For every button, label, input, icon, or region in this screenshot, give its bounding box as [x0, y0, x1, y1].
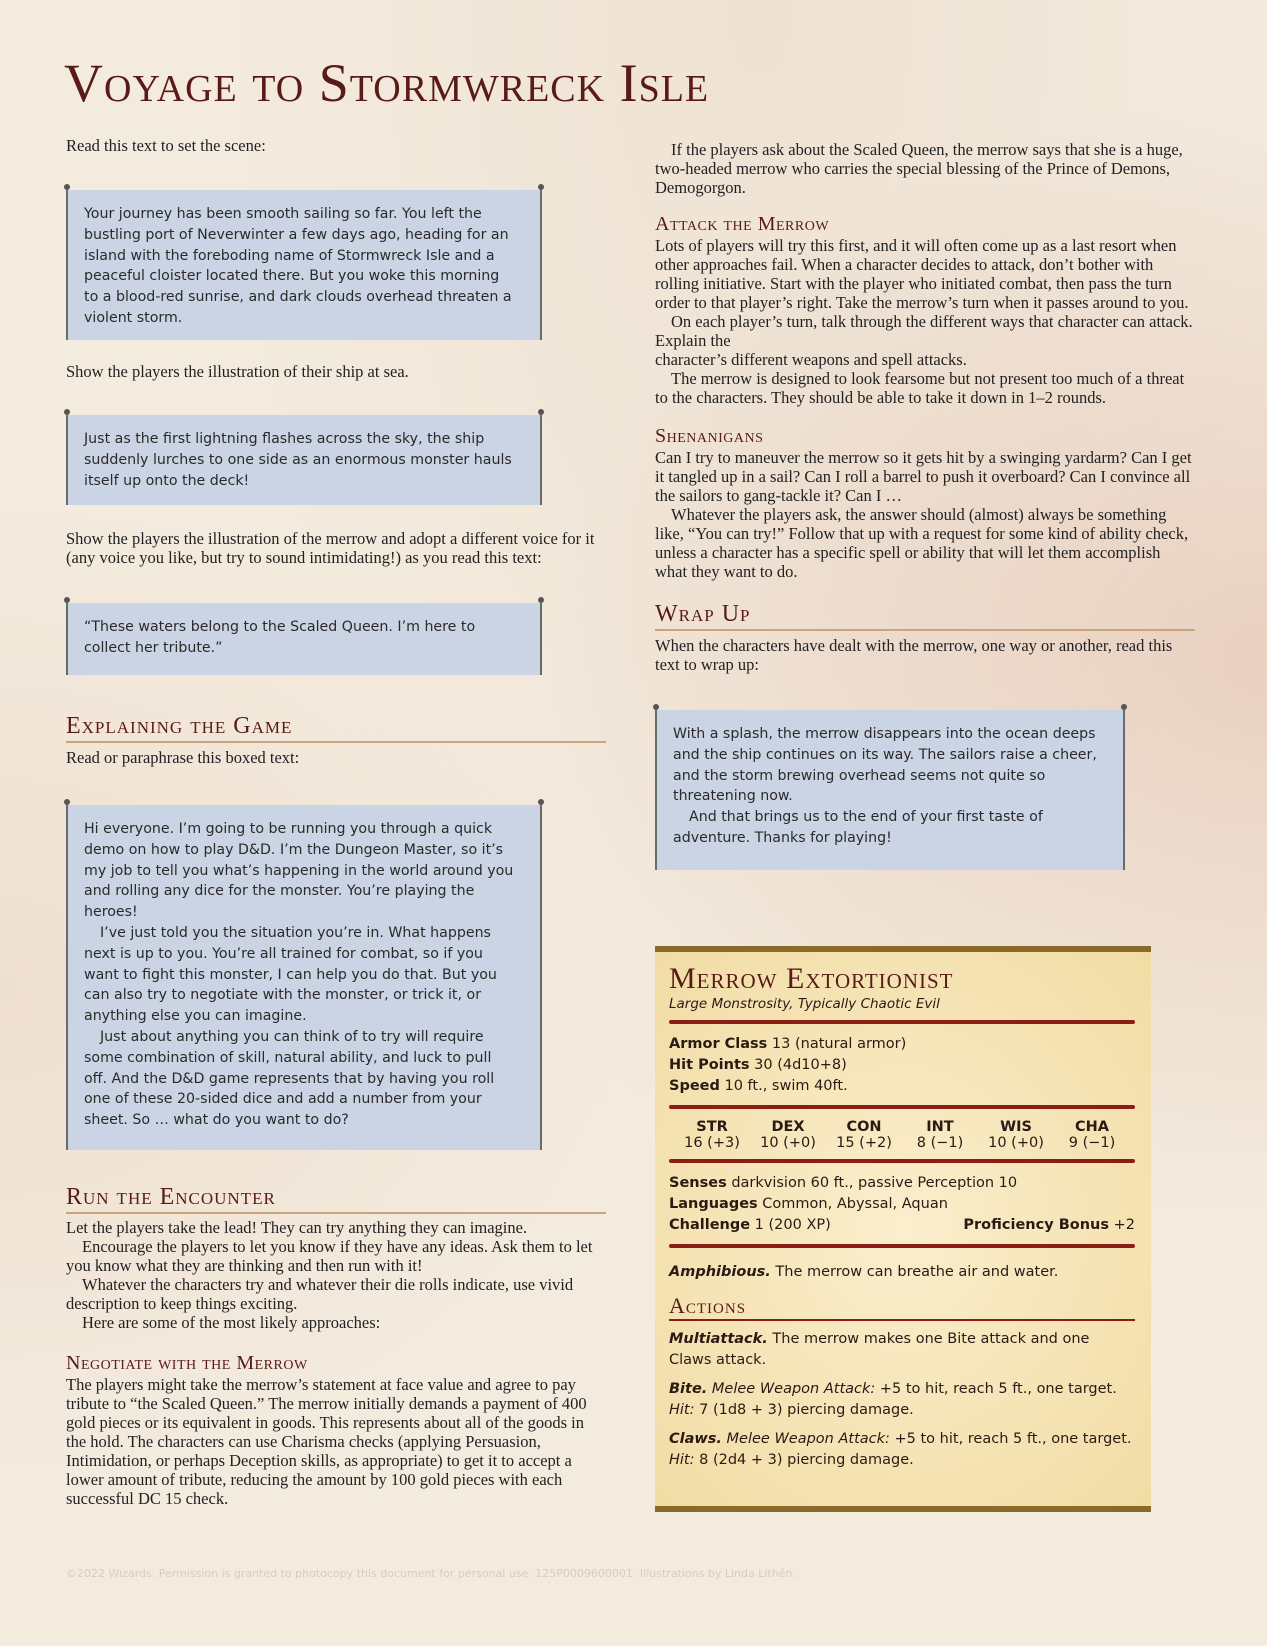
body-text: Lots of players will try this first, and it will often come up as a last resort when other approaches fail. When a character decides to attack, don’t bother with rolling initiative. Start with the player who initiated combat, then pass the turn order to that player’s right. Take the merrow’s turn when it passes around to you. — [655, 236, 1189, 312]
copyright-footer: ©2022 Wizards. Permission is granted to photocopy this document for personal use. 125P0009600001. Illustrations by Linda Lithén. — [66, 1567, 796, 1580]
intro-text: When the characters have dealt with the merrow, one way or another, read this text to wrap up: — [655, 636, 1173, 674]
ability-con: CON 15 (+2) — [836, 1119, 892, 1151]
actions-heading: Actions — [669, 1293, 1135, 1321]
divider — [669, 1159, 1135, 1163]
stat-block — [655, 946, 1151, 1512]
senses: Senses darkvision 60 ft., passive Perception 10 — [669, 1175, 1018, 1191]
boxed-text: And that brings us to the end of your first taste of adventure. Thanks for playing! — [673, 809, 1043, 846]
ability-int: INT 8 (−1) — [916, 1119, 964, 1151]
body-text: The merrow is designed to look fearsome but not present too much of a threat to the characters. They should be able to take it down in 1–2 rounds. — [655, 369, 1185, 407]
boxed-text: Just about anything you can think of to try will require some combination of skill, natural ability, and luck to pull off. And the D&D game represents that by having you roll one of these 20-sided dice and add a number from your sheet. So … what do you want to do? — [84, 1028, 495, 1129]
action-bite: Bite. Melee Weapon Attack: +5 to hit, reach 5 ft., one target. Hit: 7 (1d8 + 3) piercing damage. — [669, 1381, 1117, 1418]
ability-str: STR 16 (+3) — [684, 1119, 740, 1151]
subheading-attack: Attack the Merrow — [655, 213, 830, 235]
ability-cha: CHA 9 (−1) — [1068, 1119, 1116, 1151]
challenge-row — [669, 1215, 1135, 1236]
body-text: Let the players take the lead! They can try anything they can imagine. — [66, 1218, 528, 1237]
read-aloud-box — [66, 190, 542, 340]
body-text: If the players ask about the Scaled Queen, the merrow says that she is a huge, two-headed merrow who carries the special blessing of the Prince of Demons, Demogorgon. — [655, 140, 1183, 197]
boxed-text: “These waters belong to the Scaled Queen. I’m here to collect her tribute.” — [84, 619, 476, 656]
body-text: Whatever the characters try and whatever their die rolls indicate, use vivid description to keep things exciting. — [66, 1275, 574, 1313]
read-aloud-box — [66, 805, 542, 1150]
proficiency-bonus: Proficiency Bonus +2 — [963, 1217, 1135, 1233]
action-claws: Claws. Melee Weapon Attack: +5 to hit, reach 5 ft., one target. Hit: 8 (2d4 + 3) piercing damage. — [669, 1431, 1132, 1468]
section-heading-wrap-up: Wrap Up — [655, 601, 1195, 631]
subheading-shenanigans: Shenanigans — [655, 425, 764, 447]
intro-text: Show the players the illustration of the merrow and adopt a different voice for it (any voice you like, but try to sound intimidating!) as you read this text: — [66, 529, 595, 567]
monster-type: Large Monstrosity, Typically Chaotic Evil — [669, 996, 940, 1012]
boxed-text: Hi everyone. I’m going to be running you through a quick demo on how to play D&D. I’m the Dungeon Master, so it’s my job to tell you what’s happening in the world around you and rolling any dice for the monster. You’re playing the heroes! — [84, 821, 514, 921]
body-text: Encourage the players to let you know if they have any ideas. Ask them to let you know what they are thinking and then run with it! — [66, 1237, 593, 1275]
section-heading-run: Run the Encounter — [66, 1184, 606, 1214]
read-aloud-box — [66, 415, 542, 505]
divider — [669, 1244, 1135, 1248]
body-text: On each player’s turn, talk through the different ways that character can attack. Explain the — [655, 312, 1193, 350]
armor-class: Armor Class 13 (natural armor) — [669, 1036, 907, 1052]
monster-name: Merrow Extortionist — [669, 962, 954, 995]
ability-scores — [669, 1119, 1135, 1151]
read-aloud-box — [655, 710, 1125, 870]
boxed-text: With a splash, the merrow disappears into the ocean deeps and the ship continues on its way. The sailors raise a cheer, and the storm brewing overhead seems not quite so threatening now. — [673, 726, 1097, 805]
trait-amphibious: Amphibious. The merrow can breathe air and water. — [669, 1264, 1059, 1280]
boxed-text: I’ve just told you the situation you’re in. What happens next is up to you. You’re all trained for combat, so if you want to fight this monster, I can help you do that. But you can also try to negotiate with the monster, or trick it, or anything else you can imagine. — [84, 924, 497, 1025]
ability-dex: DEX 10 (+0) — [760, 1119, 816, 1151]
right-column — [655, 140, 1195, 870]
boxed-text: Just as the first lightning flashes across the sky, the ship suddenly lurches to one side as an enormous monster hauls itself up onto the deck! — [84, 431, 512, 489]
action-multiattack: Multiattack. The merrow makes one Bite attack and one Claws attack. — [669, 1331, 1090, 1368]
left-column — [66, 136, 606, 1508]
ability-wis: WIS 10 (+0) — [988, 1119, 1044, 1151]
body-text: character’s different weapons and spell attacks. — [655, 350, 967, 369]
boxed-text: Your journey has been smooth sailing so far. You left the bustling port of Neverwinter a few days ago, heading for an island with the foreboding name of Stormwreck Isle and a peaceful cloister located there. But you woke this morning to a blood-red sunrise, and dark clouds overhead threaten a violent storm. — [84, 206, 512, 326]
subheading-negotiate: Negotiate with the Merrow — [66, 1352, 308, 1374]
body-text: Can I try to maneuver the merrow so it gets hit by a swinging yardarm? Can I get it tangled up in a sail? Can I roll a barrel to push it overboard? Can I convince all the sailors to gang-tackle it? Can I … — [655, 448, 1192, 505]
speed: Speed 10 ft., swim 40ft. — [669, 1078, 848, 1094]
body-text: The players might take the merrow’s statement at face value and agree to pay tribute to “the Scaled Queen.” The merrow initially demands a payment of 400 gold pieces or its equivalent in goods. This represents about all of the goods in the hold. The characters can use Charisma checks (applying Persuasion, Intimidation, or perhaps Deception skills, as appropriate) to get it to accept a lower amount of tribute, reducing the amount by 100 gold pieces with each successful DC 15 check. — [66, 1375, 587, 1508]
hit-points: Hit Points 30 (4d10+8) — [669, 1057, 847, 1073]
languages: Languages Common, Abyssal, Aquan — [669, 1196, 948, 1212]
intro-text: Read this text to set the scene: — [66, 136, 266, 155]
body-text: Here are some of the most likely approaches: — [82, 1313, 381, 1332]
read-aloud-box — [66, 603, 542, 675]
section-heading-explaining: Explaining the Game — [66, 713, 606, 743]
page-title: Voyage to Stormwreck Isle — [64, 53, 710, 113]
divider — [669, 1105, 1135, 1109]
body-text: Whatever the players ask, the answer should (almost) always be something like, “You can try!” Follow that up with a request for some kind of ability check, unless a character has a specific spell or ability that will let them accomplish what they want to do. — [655, 505, 1189, 581]
divider — [669, 1020, 1135, 1024]
intro-text: Show the players the illustration of their ship at sea. — [66, 362, 409, 381]
challenge: Challenge 1 (200 XP) — [669, 1217, 831, 1233]
intro-text: Read or paraphrase this boxed text: — [66, 748, 300, 767]
